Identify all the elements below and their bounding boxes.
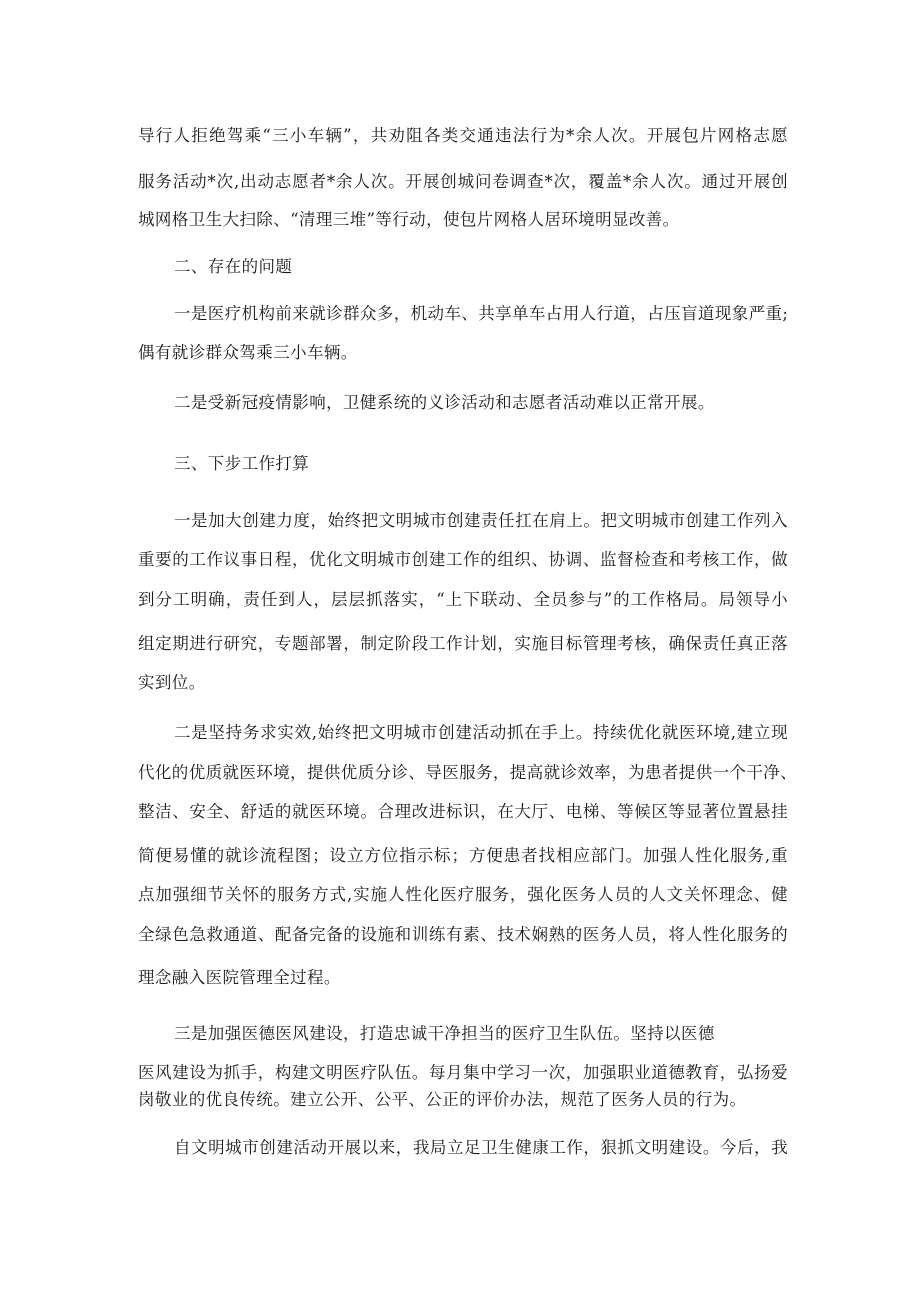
paragraph-line: 导行人拒绝驾乘“三小车辆”，共劝阻各类交通违法行为*余人次。开展包片网格志愿 [138, 126, 788, 145]
paragraph-line: 理念融入医院管理全过程。 [138, 968, 341, 987]
section-heading: 二、存在的问题 [174, 257, 293, 276]
paragraph-line: 简便易懂的就诊流程图；设立方位指示标；方便患者找相应部门。加强人性化服务,重 [138, 846, 788, 865]
paragraph-line: 到分工明确，责任到人，层层抓落实，“上下联动、全员参与”的工作格局。局领导小 [138, 590, 788, 609]
paragraph-line: 一是加大创建力度，始终把文明城市创建责任扛在肩上。把文明城市创建工作列入 [174, 511, 788, 530]
paragraph-line: 医风建设为抓手，构建文明医疗队伍。每月集中学习一次，加强职业道德教育，弘扬爱 [138, 1063, 788, 1082]
paragraph-line: 代化的优质就医环境，提供优质分诊、导医服务，提高就诊效率，为患者提供一个干净、 [138, 763, 798, 782]
paragraph-line: 组定期进行研究，专题部署，制定阶段工作计划，实施目标管理考核，确保责任真正落 [138, 634, 788, 653]
paragraph-line: 服务活动*次,出动志愿者*余人次。开展创城问卷调查*次，覆盖*余人次。通过开展创 [138, 172, 788, 191]
section-heading: 三、下步工作打算 [174, 454, 310, 473]
paragraph-line: 点加强细节关怀的服务方式,实施人性化医疗服务，强化医务人员的人文关怀理念、健 [138, 885, 788, 904]
paragraph-line: 一是医疗机构前来就诊群众多，机动车、共享单车占用人行道，占压盲道现象严重; [174, 304, 789, 323]
paragraph-line: 自文明城市创建活动开展以来，我局立足卫生健康工作，狠抓文明建设。今后，我 [174, 1138, 788, 1157]
paragraph-line: 城网格卫生大扫除、“清理三堆”等行动，使包片网格人居环境明显改善。 [138, 210, 680, 229]
paragraph-line: 整洁、安全、舒适的就医环境。合理改进标识，在大厅、电梯、等候区等显著位置悬挂 [138, 802, 788, 821]
paragraph-line: 实到位。 [138, 673, 206, 692]
paragraph-line: 二是坚持务求实效,始终把文明城市创建活动抓在手上。持续优化就医环境,建立现 [174, 723, 788, 742]
paragraph-line: 二是受新冠疫情影响，卫健系统的义诊活动和志愿者活动难以正常开展。 [174, 393, 715, 412]
paragraph-line: 三是加强医德医风建设，打造忠诚干净担当的医疗卫生队伍。坚持以医德 [174, 1024, 715, 1043]
paragraph-line: 重要的工作议事日程，优化文明城市创建工作的组织、协调、监督检查和考核工作，做 [138, 550, 788, 569]
paragraph-line: 偶有就诊群众驾乘三小车辆。 [138, 343, 358, 362]
paragraph-line: 全绿色急救通道、配备完备的设施和训练有素、技术娴熟的医务人员，将人性化服务的 [138, 925, 788, 944]
paragraph-line: 岗敬业的优良传统。建立公开、公平、公正的评价办法，规范了医务人员的行为。 [138, 1090, 747, 1109]
